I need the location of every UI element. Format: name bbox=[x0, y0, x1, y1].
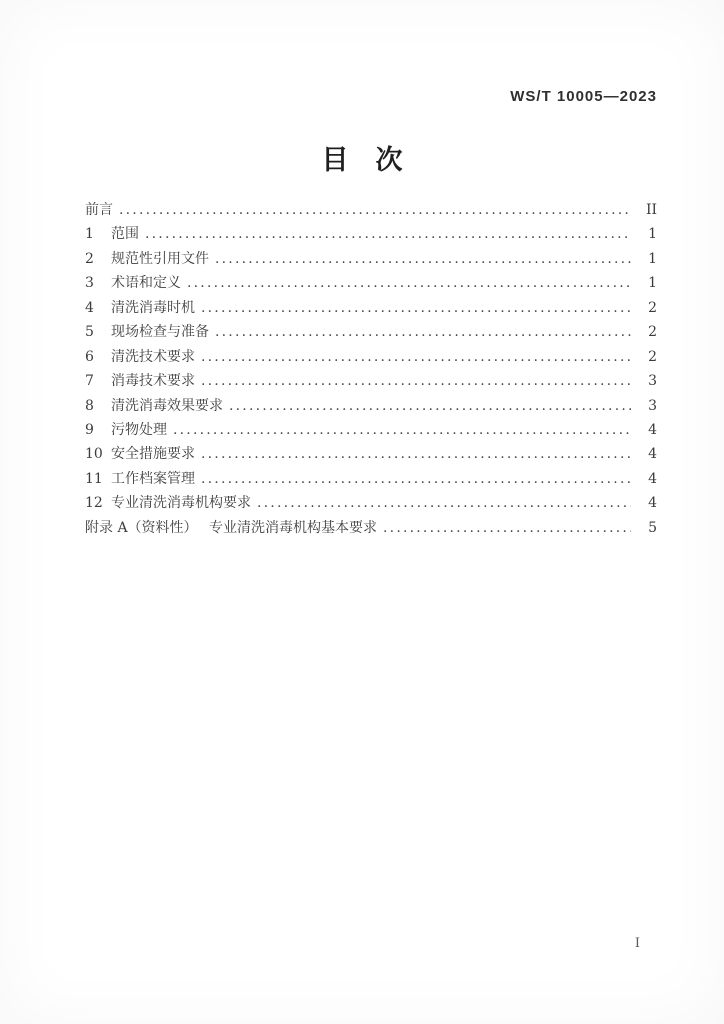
toc-entry-7 bbox=[85, 370, 657, 394]
toc-entry-1 bbox=[85, 223, 657, 247]
toc-entry-12 bbox=[85, 492, 657, 516]
toc-entry-6 bbox=[85, 346, 657, 370]
dot-leader bbox=[119, 202, 631, 218]
toc-entry-number: 8 bbox=[85, 397, 94, 414]
toc-entry-3 bbox=[85, 272, 657, 296]
toc-entry-label: 污物处理 bbox=[111, 421, 167, 438]
toc-entry-8 bbox=[85, 395, 657, 419]
toc-entry-foreword bbox=[85, 199, 657, 223]
toc-entry-2 bbox=[85, 248, 657, 272]
toc-entry-label: 工作档案管理 bbox=[111, 470, 195, 487]
dot-leader bbox=[215, 251, 631, 267]
toc-entry-label: 消毒技术要求 bbox=[111, 373, 195, 390]
toc-entry-label: 术语和定义 bbox=[111, 275, 181, 292]
dot-leader bbox=[201, 373, 631, 389]
toc-entry-label: 清洗消毒时机 bbox=[111, 299, 195, 316]
dot-leader bbox=[215, 324, 631, 340]
toc-entry-page: 1 bbox=[648, 226, 657, 243]
toc-entry-label: 安全措施要求 bbox=[111, 446, 195, 463]
footer-page-number: I bbox=[634, 936, 640, 951]
toc-entry-number: 5 bbox=[85, 324, 94, 341]
toc-entry-page: 4 bbox=[648, 446, 657, 463]
dot-leader bbox=[145, 226, 631, 242]
dot-leader bbox=[187, 275, 631, 291]
toc-entry-page: 4 bbox=[648, 495, 657, 512]
dot-leader bbox=[201, 446, 631, 462]
toc-entry-10 bbox=[85, 443, 657, 467]
toc-entry-label: 前言 bbox=[85, 202, 113, 218]
toc-entry-label: 规范性引用文件 bbox=[111, 250, 209, 267]
toc-entry-label: 现场检查与准备 bbox=[111, 324, 209, 341]
dot-leader bbox=[383, 520, 631, 536]
dot-leader bbox=[257, 495, 631, 511]
page-title: 目 次 bbox=[321, 145, 403, 176]
toc-entry-page: 3 bbox=[648, 397, 657, 414]
toc-entry-11 bbox=[85, 468, 657, 492]
toc bbox=[85, 199, 657, 541]
toc-entry-label: 清洗技术要求 bbox=[111, 348, 195, 365]
dot-leader bbox=[201, 471, 631, 487]
dot-leader bbox=[173, 422, 631, 438]
dot-leader bbox=[229, 398, 631, 414]
toc-entry-number: 3 bbox=[85, 275, 94, 292]
toc-entry-number: 11 bbox=[85, 470, 103, 487]
toc-entry-label: 范围 bbox=[111, 226, 139, 243]
toc-entry-page: II bbox=[645, 202, 657, 218]
toc-entry-page: 4 bbox=[648, 470, 657, 487]
toc-entry-number: 7 bbox=[85, 373, 94, 390]
toc-entry-page: 4 bbox=[648, 421, 657, 438]
toc-entry-number: 10 bbox=[85, 446, 103, 463]
toc-entry-number: 9 bbox=[85, 421, 94, 438]
toc-entry-label: 附录 A（资料性） 专业清洗消毒机构基本要求 bbox=[85, 519, 378, 536]
toc-entry-page: 2 bbox=[648, 348, 657, 365]
toc-entry-page: 2 bbox=[648, 299, 657, 316]
toc-entry-page: 3 bbox=[648, 373, 657, 390]
toc-entry-number: 4 bbox=[85, 299, 94, 316]
toc-entry-page: 2 bbox=[648, 324, 657, 341]
toc-entry-number: 1 bbox=[85, 226, 94, 243]
toc-entry-number: 2 bbox=[85, 250, 94, 267]
toc-entry-number: 6 bbox=[85, 348, 94, 365]
toc-entry-page: 1 bbox=[648, 250, 657, 267]
toc-entry-5 bbox=[85, 321, 657, 345]
toc-entry-label: 清洗消毒效果要求 bbox=[111, 397, 223, 414]
doc-number: WS/T 10005—2023 bbox=[510, 88, 657, 105]
toc-entry-9 bbox=[85, 419, 657, 443]
dot-leader bbox=[201, 300, 631, 316]
dot-leader bbox=[201, 349, 631, 365]
toc-entry-page: 1 bbox=[648, 275, 657, 292]
toc-entry-appendix-a bbox=[85, 517, 657, 541]
toc-entry-page: 5 bbox=[648, 519, 657, 536]
toc-entry-4 bbox=[85, 297, 657, 321]
toc-entry-label: 专业清洗消毒机构要求 bbox=[111, 495, 251, 512]
toc-entry-number: 12 bbox=[85, 495, 103, 512]
